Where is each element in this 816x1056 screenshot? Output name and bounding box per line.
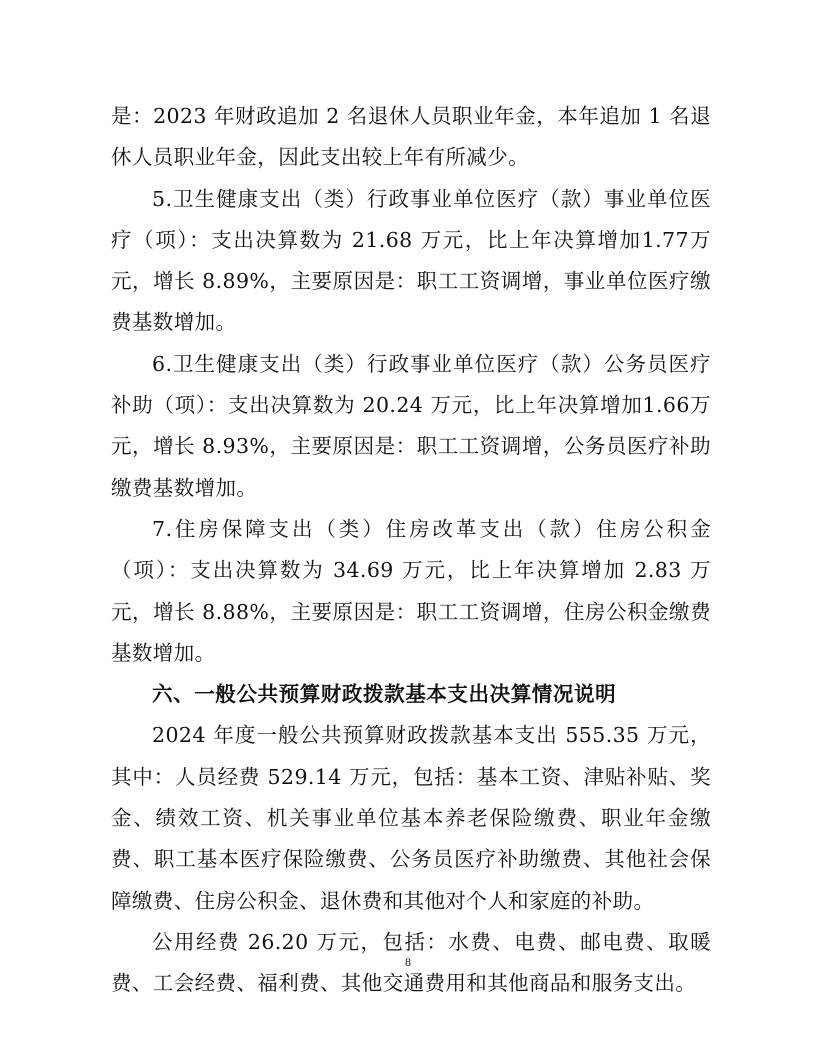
paragraph-continuation: 是：2023 年财政追加 2 名退休人员职业年金，本年追加 1 名退休人员职业年金，因此支出较上年有所减少。: [111, 104, 711, 170]
body-text: [111, 96, 711, 1005]
section-heading: 六、一般公共预算财政拨款基本支出决算情况说明: [152, 682, 617, 707]
paragraph-item-5: 5.卫生健康支出（类）行政事业单位医疗（款）事业单位医疗（项）：支出决算数为 21.68 万元，比上年决算增加1.77万元，增长 8.89%，主要原因是：职工工资调增，事业单位医疗缴费基数增加。: [111, 186, 711, 335]
page-number: 8: [405, 955, 411, 969]
paragraph-basic-expenditure: 2024 年度一般公共预算财政拨款基本支出 555.35 万元，其中：人员经费 529.14 万元，包括：基本工资、津贴补贴、奖金、绩效工资、机关事业单位基本养老保险缴费、职业年金缴费、职工基本医疗保险缴费、公务员医疗补助缴费、其他社会保障缴费、住房公积金、退休费和其他对个人和家庭的补助。: [111, 723, 711, 913]
paragraph-public-funds: 公用经费 26.20 万元，包括：水费、电费、邮电费、取暖费、工会经费、福利费、其他交通费用和其他商品和服务支出。: [111, 929, 711, 996]
paragraph-item-7: 7.住房保障支出（类）住房改革支出（款）住房公积金（项）：支出决算数为 34.69 万元，比上年决算增加 2.83 万元，增长 8.88%，主要原因是：职工工资调增，住房公积金缴费基数增加。: [111, 516, 711, 665]
paragraph-item-6: 6.卫生健康支出（类）行政事业单位医疗（款）公务员医疗补助（项）：支出决算数为 20.24 万元，比上年决算增加1.66万元，增长 8.93%，主要原因是：职工工资调增，公务员医疗补助缴费基数增加。: [111, 351, 711, 500]
